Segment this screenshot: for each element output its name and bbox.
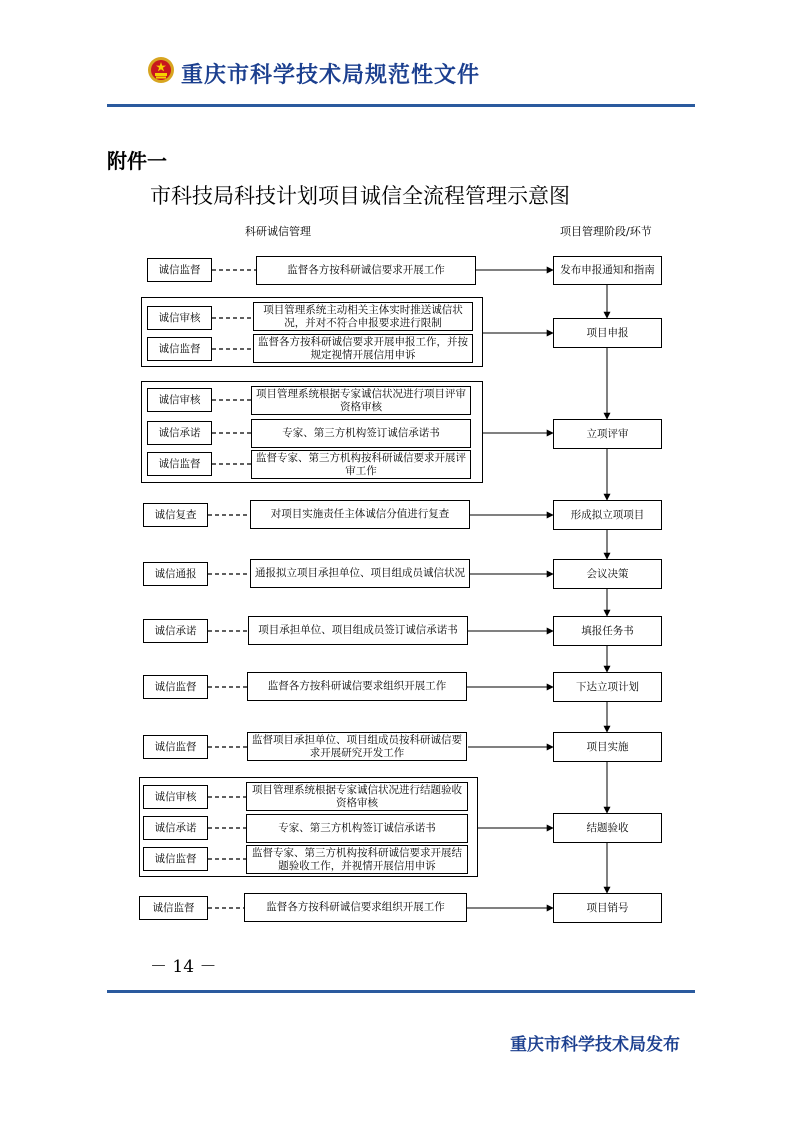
integrity-tag-supervision: 诚信监督 (139, 896, 208, 920)
integrity-tag-supervision: 诚信监督 (143, 675, 208, 699)
footer-divider (107, 990, 695, 993)
stage-box-acceptance: 结题验收 (553, 813, 662, 843)
column-header-right: 项目管理阶段/环节 (560, 225, 652, 238)
integrity-description-box: 项目承担单位、项目组成员签订诚信承诺书 (248, 616, 468, 645)
integrity-tag-commitment: 诚信承诺 (147, 421, 212, 445)
integrity-description-box: 对项目实施责任主体诚信分值进行复查 (250, 500, 470, 529)
stage-box-project-review: 立项评审 (553, 419, 662, 449)
integrity-description-box: 项目管理系统根据专家诚信状况进行项目评审资格审核 (251, 386, 471, 415)
integrity-tag-supervision: 诚信监督 (147, 258, 212, 282)
integrity-tag-audit: 诚信审核 (147, 388, 212, 412)
footer-publisher: 重庆市科学技术局发布 (510, 1035, 680, 1055)
stage-box-project-closure: 项目销号 (553, 893, 662, 923)
integrity-tag-supervision: 诚信监督 (147, 452, 212, 476)
integrity-description-box: 监督各方按科研诚信要求组织开展工作 (244, 893, 467, 922)
integrity-description-box: 专家、第三方机构签订诚信承诺书 (251, 419, 471, 448)
integrity-tag-supervision: 诚信监督 (143, 735, 208, 759)
integrity-tag-supervision: 诚信监督 (143, 847, 208, 871)
attachment-label: 附件一 (107, 149, 167, 173)
stage-box-issue-plan: 下达立项计划 (553, 672, 662, 702)
document-title: 市科技局科技计划项目诚信全流程管理示意图 (150, 184, 570, 208)
integrity-tag-audit: 诚信审核 (143, 785, 208, 809)
column-header-left: 科研诚信管理 (245, 225, 311, 238)
integrity-tag-commitment: 诚信承诺 (143, 619, 208, 643)
integrity-tag-commitment: 诚信承诺 (143, 816, 208, 840)
integrity-tag-recheck: 诚信复查 (143, 503, 208, 527)
stage-box-meeting-decision: 会议决策 (553, 559, 662, 589)
integrity-tag-notification: 诚信通报 (143, 562, 208, 586)
page-number: － 14 － (150, 957, 217, 977)
stage-box-implementation: 项目实施 (553, 732, 662, 762)
integrity-description-box: 监督项目承担单位、项目组成员按科研诚信要求开展研究开发工作 (247, 732, 467, 761)
integrity-description-box: 监督专家、第三方机构按科研诚信要求开展评审工作 (251, 450, 471, 479)
integrity-description-box: 监督各方按科研诚信要求开展工作 (256, 256, 476, 285)
integrity-description-box: 项目管理系统主动相关主体实时推送诚信状况，并对不符合申报要求进行限制 (253, 302, 473, 331)
header-title: 重庆市科学技术局规范性文件 (181, 63, 481, 88)
integrity-description-box: 项目管理系统根据专家诚信状况进行结题验收资格审核 (246, 782, 468, 811)
integrity-description-box: 专家、第三方机构签订诚信承诺书 (246, 814, 468, 843)
integrity-description-box: 监督各方按科研诚信要求开展申报工作，并按规定视情开展信用申诉 (253, 334, 473, 363)
stage-box-project-application: 项目申报 (553, 318, 662, 348)
stage-box-proposed-projects: 形成拟立项项目 (553, 500, 662, 530)
integrity-tag-supervision: 诚信监督 (147, 337, 212, 361)
stage-box-task-form: 填报任务书 (553, 616, 662, 646)
integrity-description-box: 监督专家、第三方机构按科研诚信要求开展结题验收工作，并视情开展信用申诉 (246, 845, 468, 874)
integrity-description-box: 监督各方按科研诚信要求组织开展工作 (247, 672, 467, 701)
stage-box-application-notice: 发布申报通知和指南 (553, 256, 662, 285)
integrity-tag-audit: 诚信审核 (147, 306, 212, 330)
integrity-description-box: 通报拟立项目承担单位、项目组成员诚信状况 (250, 559, 470, 588)
